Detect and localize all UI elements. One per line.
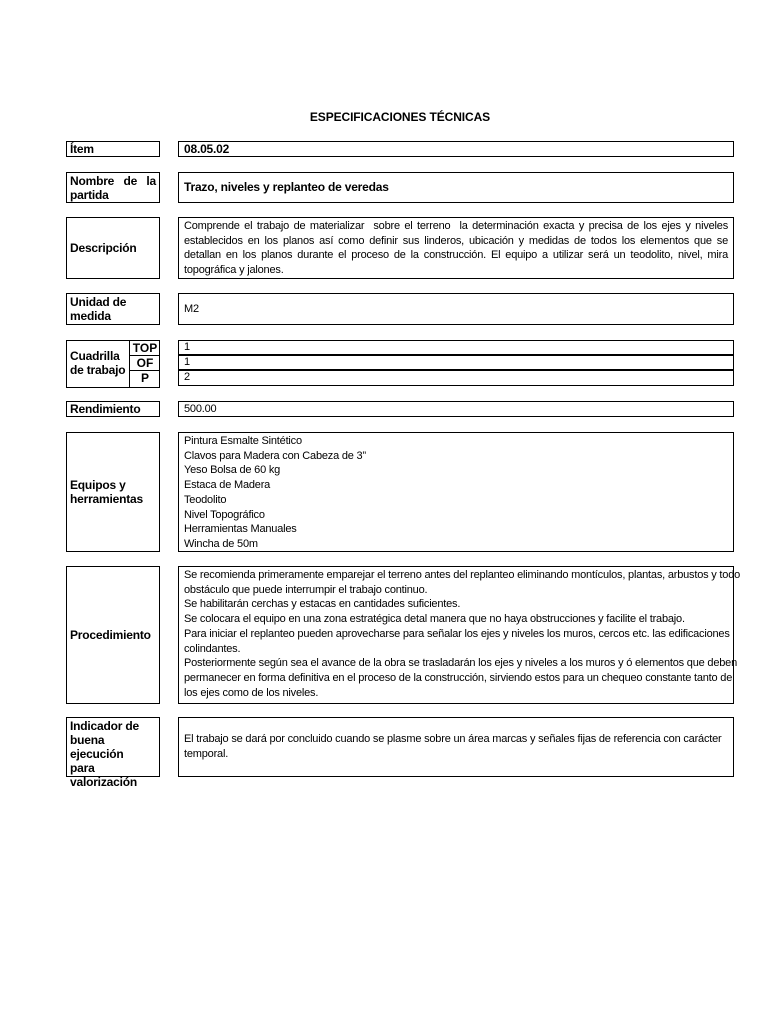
equipos-item: Herramientas Manuales <box>184 523 297 536</box>
equipos-list <box>184 434 366 552</box>
descripcion-text: Comprende el trabajo de materializar sobre el terreno la determinación exacta y precisa de los ejes y niveles establecidos en los planos así como definir sus linderos, ubicación y medidas de todos los elementos que se detallan en los planos durante el proceso de la construcción. El equipo a utilizar será un teodolito, nivel, mira topográfica y jalones. <box>184 220 731 277</box>
partida-value: Trazo, niveles y replanteo de veredas <box>178 172 734 203</box>
procedimiento-value <box>178 566 741 704</box>
indicador-label <box>66 717 160 789</box>
cuadrilla-label-box <box>66 340 160 388</box>
equipos-item: Nivel Topográfico <box>184 508 265 521</box>
descripcion-label: Descripción <box>66 217 160 279</box>
item-value: 08.05.02 <box>178 141 734 157</box>
equipos-item: Estaca de Madera <box>184 479 271 492</box>
cuadrilla-code-of: OF <box>129 356 160 371</box>
unidad-label: Unidad de medida <box>66 293 160 325</box>
equipos-item: Wincha de 50m <box>184 537 258 550</box>
partida-label-line2: partida <box>70 188 109 202</box>
rendimiento-label: Rendimiento <box>66 401 160 417</box>
procedimiento-text <box>184 568 740 700</box>
indicador-label-line: Indicador de <box>70 719 139 733</box>
indicador-label-line: para <box>70 761 95 775</box>
cuadrilla-value-p: 2 <box>178 370 734 386</box>
partida-label <box>66 172 160 203</box>
indicador-value <box>178 717 734 777</box>
partida-label-line1: Nombre de la <box>70 174 156 188</box>
equipos-value <box>178 432 734 552</box>
equipos-item: Teodolito <box>184 493 227 506</box>
rendimiento-value: 500.00 <box>178 401 734 417</box>
indicador-text <box>184 732 721 761</box>
cuadrilla-value-top: 1 <box>178 340 734 355</box>
procedimiento-line: permanecer en forma definitiva en el proceso de la construcción, sirviendo estos para un chequeo constante tanto de <box>184 671 733 684</box>
indicador-label-line: valorización <box>70 775 137 789</box>
indicador-line: El trabajo se dará por concluido cuando se plasme sobre un área marcas y señales fijas de referencia con carácter <box>184 733 722 746</box>
indicador-line: temporal. <box>184 748 229 760</box>
procedimiento-line: Posteriormente según sea el avance de la obra se trasladarán los ejes y niveles a los muros y ó elementos que deben <box>184 657 738 670</box>
page-title: ESPECIFICACIONES TÉCNICAS <box>309 110 491 124</box>
procedimiento-line: Se habilitarán cerchas y estacas en cantidades suficientes. <box>184 598 461 611</box>
cuadrilla-label: Cuadrilla de trabajo <box>70 349 126 377</box>
procedimiento-line: Para iniciar el replanteo pueden aprovecharse para señalar los ejes y niveles los muros, cercos etc. las edificaciones <box>184 627 730 640</box>
cuadrilla-code-p: P <box>129 371 160 387</box>
cuadrilla-value-of: 1 <box>178 355 734 370</box>
procedimiento-line: obstáculo que puede interrumpir el trabajo continuo. <box>184 583 428 596</box>
procedimiento-line: Se recomienda primeramente emparejar el terreno antes del replanteo eliminando montículos, plantas, arbustos y todo <box>184 569 741 581</box>
indicador-label-line: buena ejecución <box>70 733 124 761</box>
item-label: Ítem <box>66 141 160 157</box>
equipos-item: Clavos para Madera con Cabeza de 3” <box>184 449 366 462</box>
procedimiento-line: colindantes. <box>184 642 241 655</box>
equipos-label: Equipos y herramientas <box>66 432 160 552</box>
cuadrilla-code-top: TOP <box>129 341 160 356</box>
procedimiento-line: los ejes como de los niveles. <box>184 686 319 699</box>
equipos-item: Yeso Bolsa de 60 kg <box>184 464 281 477</box>
procedimiento-label: Procedimiento <box>66 566 160 704</box>
descripcion-value <box>178 217 734 279</box>
procedimiento-line: Se colocara el equipo en una zona estratégica detal manera que no haya obstrucciones y facilite el trabajo. <box>184 613 685 626</box>
equipos-item: Pintura Esmalte Sintético <box>184 435 302 447</box>
unidad-value: M2 <box>178 293 734 325</box>
